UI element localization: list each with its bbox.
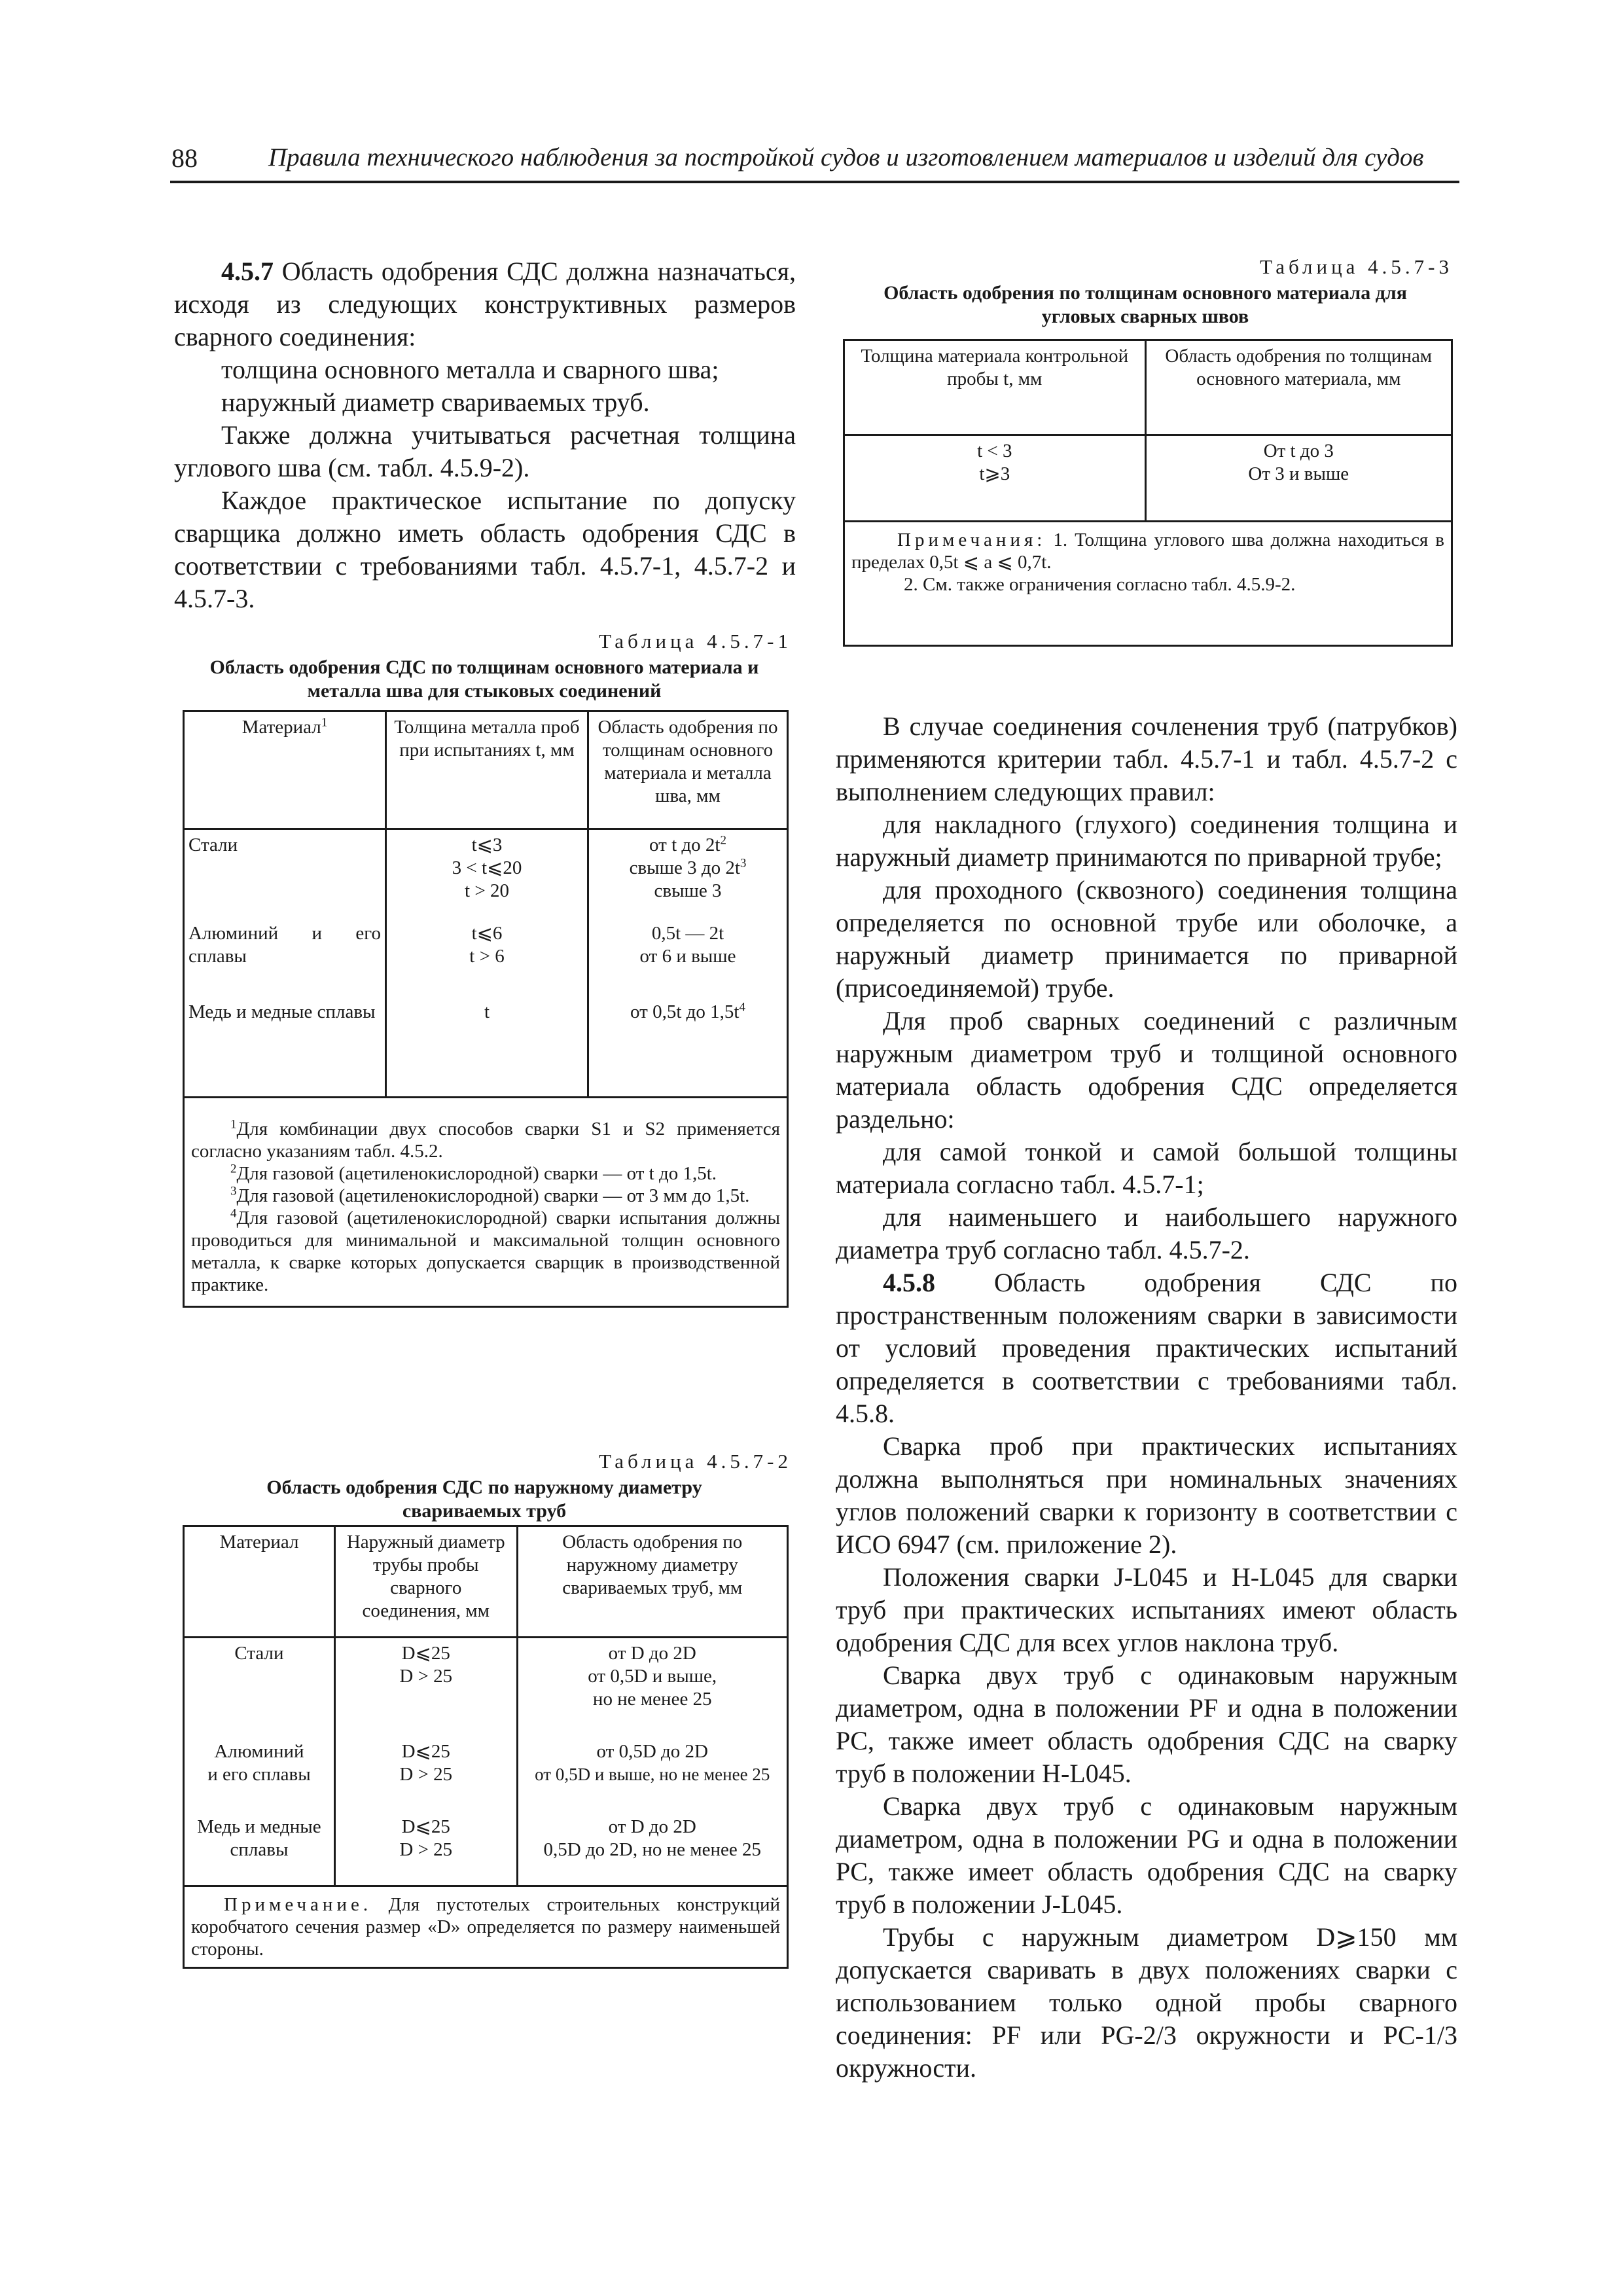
paragraph: для накладного (глухого) соединения толщина и наружный диаметр принимаются по приварной трубе; (836, 810, 1457, 872)
list-item: толщина основного металла и сварного шва; (221, 355, 719, 384)
material-cell: Стали Алюминий и его сплавы Медь и медные сплавы (184, 1638, 335, 1886)
table-4-5-7-2 (183, 1525, 789, 1969)
list-item: наружный диаметр свариваемых труб. (221, 387, 650, 417)
note-label: Примечания: (897, 529, 1046, 550)
table-note (184, 1886, 788, 1968)
right-column-text (836, 710, 1457, 2085)
header-cell: Толщина металла проб при испытаниях t, мм (385, 711, 588, 829)
table-4-5-7-1 (183, 710, 789, 1308)
paragraph: Сварка двух труб с одинаковым наружным диаметром, одна в положении PF и одна в положении PC, также имеет область одобрения СДС на сварку труб в положении H-L045. (836, 1660, 1457, 1788)
paragraph: для самой тонкой и самой большой толщины материала согласно табл. 4.5.7-1; (836, 1137, 1457, 1199)
note-text: Для пустотелых строительных конструкций коробчатого сечения размер «D» определяется по размеру наименьшей стороны. (191, 1894, 780, 1960)
paragraph: Для проб сварных соединений с различным наружным диаметром труб и толщиной основного материала область одобрения СДС определяется раздельно: (836, 1006, 1457, 1134)
paragraph-4-5-7 (174, 255, 796, 353)
paragraph: Положения сварки J-L045 и H-L045 для сварки труб при практических испытаниях имеют область одобрения СДС для всех углов наклона труб. (836, 1562, 1457, 1657)
table-title: Область одобрения СДС по толщинам основного материала и металла шва для стыковых соединений (209, 656, 759, 702)
approval-range-cell: от D до 2D от 0,5D и выше, но не менее 25 от 0,5D до 2D от 0,5D и выше, но не менее 25 от D до 2D 0,5D до 2D, но не менее 25 (517, 1638, 788, 1886)
header-rule (170, 181, 1459, 183)
table-note (844, 522, 1452, 646)
header-cell: Толщина материала контрольной пробы t, мм (844, 340, 1146, 435)
paragraph: Также должна учитываться расчетная толщина углового шва (см. табл. 4.5.9-2). (174, 420, 796, 482)
header-cell: Наружный диаметр трубы пробы сварного соединения, мм (334, 1526, 517, 1638)
paragraph: Сварка двух труб с одинаковым наружным диаметром, одна в положении PG и одна в положении PC, также имеет область одобрения СДС на сварку труб в положении J-L045. (836, 1791, 1457, 1919)
table-footnotes: $^1$Для комбинации двух способов сварки S1 и S2 применяется согласно указаниям табл. 4.5.2. $^2$Для газовой (ацетиленокислородной) сварки — от t до 1,5t. $^3$Для газовой (ацетиленокислородной) сварки — от 3 мм до 1,5t. $^4$Для газовой (ацетиленокислородной) сварки испытания должны проводиться для минимальной и максимальной толщин основного металла, к сварке которых допускается сварщик в производственной практике. (184, 1098, 788, 1307)
thickness-cell: t < 3 t⩾3 (844, 435, 1146, 522)
header-cell: Область одобрения по толщинам основного материала и металла шва, мм (588, 711, 788, 829)
paragraph: Трубы с наружным диаметром D⩾150 мм допускается сваривать в двух положениях сварки с использованием только одной пробы сварного соединения: PF или PG-2/3 окружности и PC-1/3 окружности. (836, 1922, 1457, 2083)
header-cell: Область одобрения по толщинам основного материала, мм (1145, 340, 1452, 435)
paragraph: Каждое практическое испытание по допуску сварщика должно иметь область одобрения СДС в соответствии с требованиями табл. 4.5.7-1, 4.5.7-2 и 4.5.7-3. (174, 486, 796, 613)
note-text: 2. См. также ограничения согласно табл. 4.5.9-2. (904, 574, 1296, 595)
paragraph-text: Область одобрения СДС должна назначаться, исходя из следующих конструктивных размеров сварного соединения: (174, 257, 796, 351)
paragraph: В случае соединения сочленения труб (патрубков) применяются критерии табл. 4.5.7-1 и табл. 4.5.7-2 с выполнением следующих правил: (836, 711, 1457, 806)
paragraph-text: Область одобрения СДС по пространственным положениям сварки в зависимости от условий проведения практических испытаний определяется в соответствии с требованиями табл. 4.5.8. (836, 1268, 1457, 1428)
paragraph: Сварка проб при практических испытаниях должна выполняться при номинальных значениях углов положений сварки к горизонту в соответствии с ИСО 6947 (см. приложение 2). (836, 1431, 1457, 1559)
thickness-cell: t⩽3 3 < t⩽20 t > 20 t⩽6 t > 6 t (385, 829, 588, 1098)
paragraph: для проходного (сквозного) соединения толщина определяется по основной трубе или оболочке, а наружный диаметр принимается по приварной (присоединяемой) трубе. (836, 875, 1457, 1003)
table-label: Таблица 4.5.7-1 (599, 630, 792, 653)
page-number: 88 (171, 143, 198, 173)
table-title: Область одобрения СДС по наружному диаметру свариваемых труб (266, 1477, 702, 1522)
table-label: Таблица 4.5.7-2 (599, 1450, 792, 1473)
material-cell: Стали Алюминий и его сплавы Медь и медные сплавы (184, 829, 386, 1098)
header-cell: Материал$^1$ (184, 711, 386, 829)
paragraph: для наименьшего и наибольшего наружного диаметра труб согласно табл. 4.5.7-2. (836, 1202, 1457, 1265)
approval-range-cell: от t до $2t^2$ свыше 3 до $2t^3$ свыше 3 0,5t — 2t от 6 и выше от 0,5t до $1,5t^4$ (588, 829, 788, 1098)
note-text: 1. Толщина углового шва должна находиться в пределах 0,5t ⩽ a ⩽ 0,7t. (851, 529, 1444, 573)
paragraph-4-5-8 (836, 1266, 1457, 1430)
table-title: Область одобрения по толщинам основного материала для угловых сварных швов (883, 282, 1407, 327)
note-label: Примечание. (224, 1894, 372, 1915)
running-title: Правила технического наблюдения за постройкой судов и изготовлением материалов и изделий для судов (268, 143, 1424, 171)
left-column-text (174, 255, 796, 615)
approval-range-cell: От t до 3 От 3 и выше (1145, 435, 1452, 522)
table-4-5-7-3 (843, 339, 1453, 647)
section-number: 4.5.8 (883, 1268, 935, 1297)
header-cell: Материал (184, 1526, 335, 1638)
diameter-cell: D⩽25 D > 25 D⩽25 D > 25 D⩽25 D > 25 (334, 1638, 517, 1886)
table-label: Таблица 4.5.7-3 (1260, 255, 1453, 278)
header-cell: Область одобрения по наружному диаметру свариваемых труб, мм (517, 1526, 788, 1638)
section-number: 4.5.7 (221, 257, 274, 286)
